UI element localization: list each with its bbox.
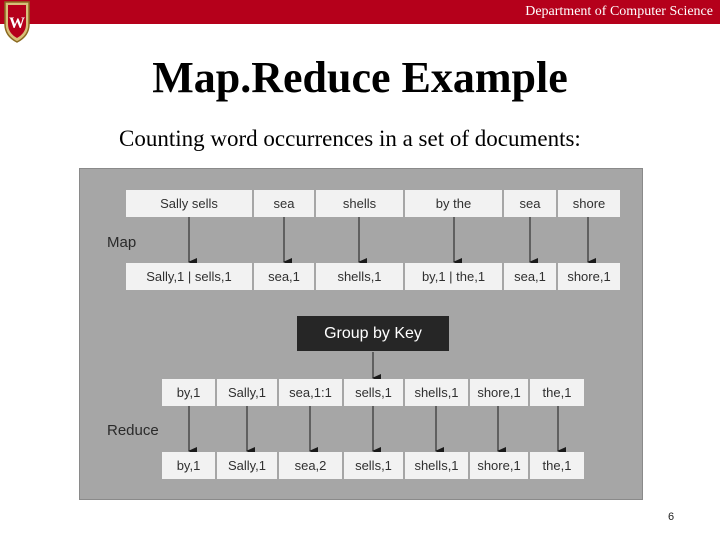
reduce-output-cell: shore,1 bbox=[470, 452, 528, 479]
reduce-output-cell: shells,1 bbox=[405, 452, 468, 479]
reduce-label: Reduce bbox=[107, 422, 159, 439]
slide-title: Map.Reduce Example bbox=[152, 53, 568, 102]
map-output-cell: Sally,1 | sells,1 bbox=[126, 263, 252, 290]
reduce-output-cell: by,1 bbox=[162, 452, 215, 479]
grouped-cell: by,1 bbox=[162, 379, 215, 406]
reduce-output-cell: sells,1 bbox=[344, 452, 403, 479]
grouped-cell: the,1 bbox=[530, 379, 584, 406]
reduce-output-cell: sea,2 bbox=[279, 452, 342, 479]
slide-subtitle: Counting word occurrences in a set of documents: bbox=[119, 126, 581, 151]
header-bar bbox=[0, 0, 720, 24]
mapreduce-diagram bbox=[79, 168, 643, 500]
map-output-cell: sea,1 bbox=[254, 263, 314, 290]
map-output-cell: by,1 | the,1 bbox=[405, 263, 502, 290]
input-cell: shore bbox=[558, 190, 620, 217]
grouped-cell: sells,1 bbox=[344, 379, 403, 406]
input-cell: sea bbox=[504, 190, 556, 217]
department-name: Department of Computer Science bbox=[525, 4, 713, 19]
input-cell: Sally sells bbox=[126, 190, 252, 217]
input-cell: by the bbox=[405, 190, 502, 217]
reduce-output-cell: the,1 bbox=[530, 452, 584, 479]
input-cell: shells bbox=[316, 190, 403, 217]
grouped-cell: sea,1:1 bbox=[279, 379, 342, 406]
svg-text:W: W bbox=[9, 15, 25, 32]
grouped-cell: shore,1 bbox=[470, 379, 528, 406]
grouped-cell: Sally,1 bbox=[217, 379, 277, 406]
map-output-cell: shells,1 bbox=[316, 263, 403, 290]
group-by-key-box: Group by Key bbox=[297, 316, 449, 351]
map-label: Map bbox=[107, 234, 137, 251]
university-crest-icon bbox=[2, 0, 32, 44]
map-output-cell: shore,1 bbox=[558, 263, 620, 290]
map-output-cell: sea,1 bbox=[504, 263, 556, 290]
reduce-output-cell: Sally,1 bbox=[217, 452, 277, 479]
grouped-cell: shells,1 bbox=[405, 379, 468, 406]
page-number: 6 bbox=[668, 511, 675, 523]
input-cell: sea bbox=[254, 190, 314, 217]
